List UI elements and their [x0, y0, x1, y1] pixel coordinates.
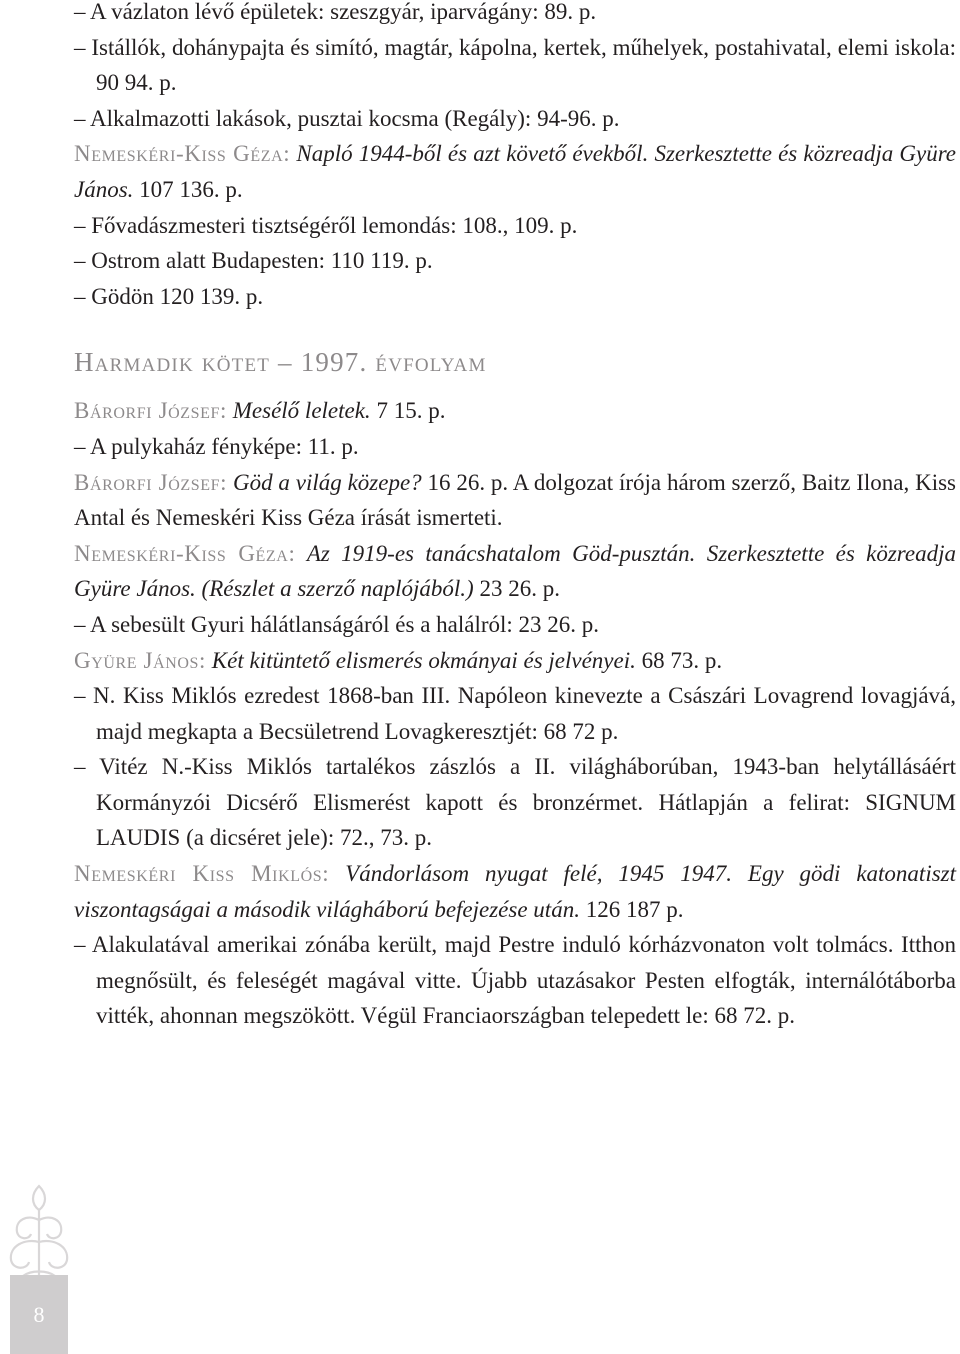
entry-author: Nemeskéri Kiss Miklós: — [74, 861, 330, 887]
list-item: – Istállók, dohánypajta és simító, magtár, kápolna, kertek, műhelyek, postahivatal, elemi iskola: 90 94. p. — [74, 34, 956, 96]
page-content — [74, 0, 956, 1034]
entry-pages: 7 15. p. — [376, 398, 446, 424]
entry-title: Vándorlásom nyugat felé, 1945 1947. Egy gödi katonatiszt viszontagságai a második világháború befejezése után. — [74, 861, 956, 922]
entry-title: Napló 1944-ből és azt követő évekből. Szerkesztette és közreadja Gyüre János. — [74, 141, 957, 202]
bibliography-entry — [74, 465, 956, 536]
entry-description: 16 26. p. A dolgozat írója három szerző, Baitz Ilona, Kiss Antal és Nemeskéri Kiss Géza írását ismerteti. — [74, 469, 957, 531]
decorative-ornament-icon — [3, 1180, 75, 1285]
bibliography-entry — [74, 536, 956, 607]
entry-title: Az 1919-es tanácshatalom Göd-pusztán. Szerkesztette és közreadja Gyüre János. (Részlet a szerző naplójából.) — [74, 540, 956, 602]
bibliography-entry — [74, 393, 956, 429]
list-item: – Alkalmazotti lakások, pusztai kocsma (Regály): 94-96. p. — [74, 105, 620, 131]
bibliography-entry — [74, 136, 956, 207]
entry-author: Nemeskéri-Kiss Géza: — [74, 141, 291, 167]
bibliography-entry — [74, 643, 956, 679]
list-item: – A sebesült Gyuri hálátlanságáról és a halálról: 23 26. p. — [74, 611, 600, 637]
list-item: – Ostrom alatt Budapesten: 110 119. p. — [74, 248, 433, 274]
entry-author: Bárorfi József: — [74, 398, 228, 424]
entry-pages: 126 187 p. — [585, 896, 684, 922]
entry-title: Göd a világ közepe? — [232, 469, 422, 495]
entry-pages: 107 136. p. — [139, 176, 243, 202]
list-item: – Alakulatával amerikai zónába került, majd Pestre induló kórházvonaton volt tolmács. Itthon megnősült, és feleségét magával vitte. Újabb utazásakor Pesten elfogták, internálótáborba vitték, ahonnan megszökött. Végül Franciaországban telepedett le: 68 72. p. — [74, 932, 956, 1029]
list-item: – Vitéz N.-Kiss Miklós tartalékos zászlós a II. világháborúban, 1943-ban helytállásáért Kormányzói Dicsérő Elismerést kapott és bronzérmet. Hátlapján a felirat: SIGNUM LAUDIS (a dicséret jele): 72., 73. p. — [74, 754, 956, 851]
entry-pages: 23 26. p. — [479, 576, 560, 602]
page-number: 8 — [10, 1275, 68, 1354]
entry-author: Bárorfi József: — [74, 469, 228, 495]
list-item: – Fővadászmesteri tisztségéről lemondás: 108., 109. p. — [74, 212, 578, 238]
section-heading: Harmadik kötet – 1997. évfolyam — [74, 347, 487, 378]
entry-title: Mesélő leletek. — [232, 398, 371, 424]
list-item: – A vázlaton lévő épületek: szeszgyár, iparvágány: 89. p. — [74, 0, 597, 24]
list-item: – A pulykaház fényképe: 11. p. — [74, 433, 359, 459]
list-item: – Gödön 120 139. p. — [74, 283, 264, 309]
entry-author: Nemeskéri-Kiss Géza: — [74, 540, 296, 566]
entry-pages: 68 73. p. — [641, 647, 723, 673]
list-item: – N. Kiss Miklós ezredest 1868-ban III. Napóleon kinevezte a Császári Lovagrend lovagjává, majd megkapta a Becsületrend Lovagkeresztjét: 68 72 p. — [74, 683, 956, 744]
bibliography-entry — [74, 856, 956, 927]
entry-title: Két kitüntető elismerés okmányai és jelvényei. — [211, 647, 636, 673]
entry-author: Gyüre János: — [74, 647, 207, 673]
